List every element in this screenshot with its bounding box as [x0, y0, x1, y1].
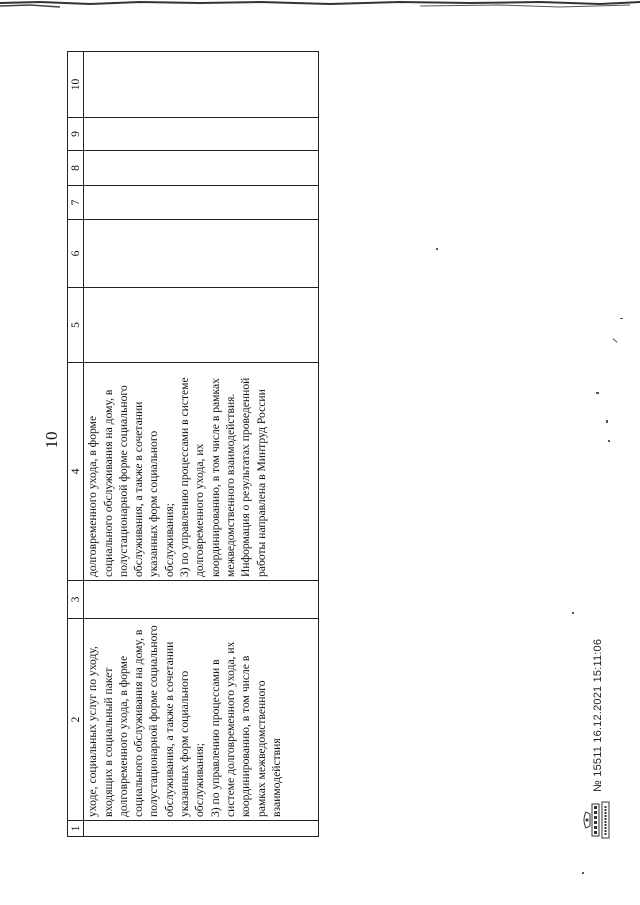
- column-header: 9: [68, 118, 84, 151]
- scan-edge-noise: [0, 0, 640, 10]
- column-header: 5: [68, 288, 84, 363]
- column-header: 6: [68, 220, 84, 288]
- scan-speck: [608, 440, 610, 442]
- page-number: 10: [42, 431, 61, 449]
- column-header: 1: [68, 821, 84, 837]
- column-header: 2: [68, 619, 84, 821]
- column-header: 4: [68, 363, 84, 581]
- ministry-stamp-icon: [582, 800, 616, 840]
- table-row: [84, 52, 319, 837]
- table-cell: [84, 821, 319, 837]
- table-cell: [84, 581, 319, 619]
- table-cell: [84, 118, 319, 151]
- scan-speck: [436, 248, 438, 250]
- table-cell: долговременного ухода, в форме социального обслуживания на дому, в полустационарной форме социального обслуживания, а также в сочетании указанных форм социального обслуживания; 3) по управлению процессами в системе долговременного ухода, их координированию, в том числе в рамках межведомственного взаимодействия. Информация о результатах проведенной работы направлена в Минтруд России: [84, 363, 319, 581]
- column-header: 10: [68, 52, 84, 118]
- table-cell: [84, 220, 319, 288]
- scan-speck: [606, 420, 608, 423]
- table-cell: [84, 288, 319, 363]
- document-table: [67, 51, 319, 837]
- registration-stamp: № 15511 16.12.2021 15:11:06: [592, 638, 604, 792]
- table-header-row: [68, 52, 84, 837]
- table-cell: [84, 52, 319, 118]
- column-header: 8: [68, 151, 84, 186]
- scan-speck: [582, 872, 584, 874]
- table-cell: уходе, социальных услуг по уходу, входящих в социальный пакет долговременного ухода, в форме социального обслуживания на дому, в полустационарной форме социального обслуживания, а также в сочетании указанных форм социального обслуживания; 3) по управлению процессами в системе долговременного ухода, их координированию, в том числе в рамках межведомственного взаимодействия: [84, 619, 319, 821]
- table-cell: [84, 186, 319, 220]
- column-header: 3: [68, 581, 84, 619]
- scan-speck: [572, 612, 574, 614]
- scan-speck: [620, 318, 623, 319]
- scan-speck: [596, 392, 599, 394]
- rotated-page: [40, 40, 620, 840]
- column-header: 7: [68, 186, 84, 220]
- table-cell: [84, 151, 319, 186]
